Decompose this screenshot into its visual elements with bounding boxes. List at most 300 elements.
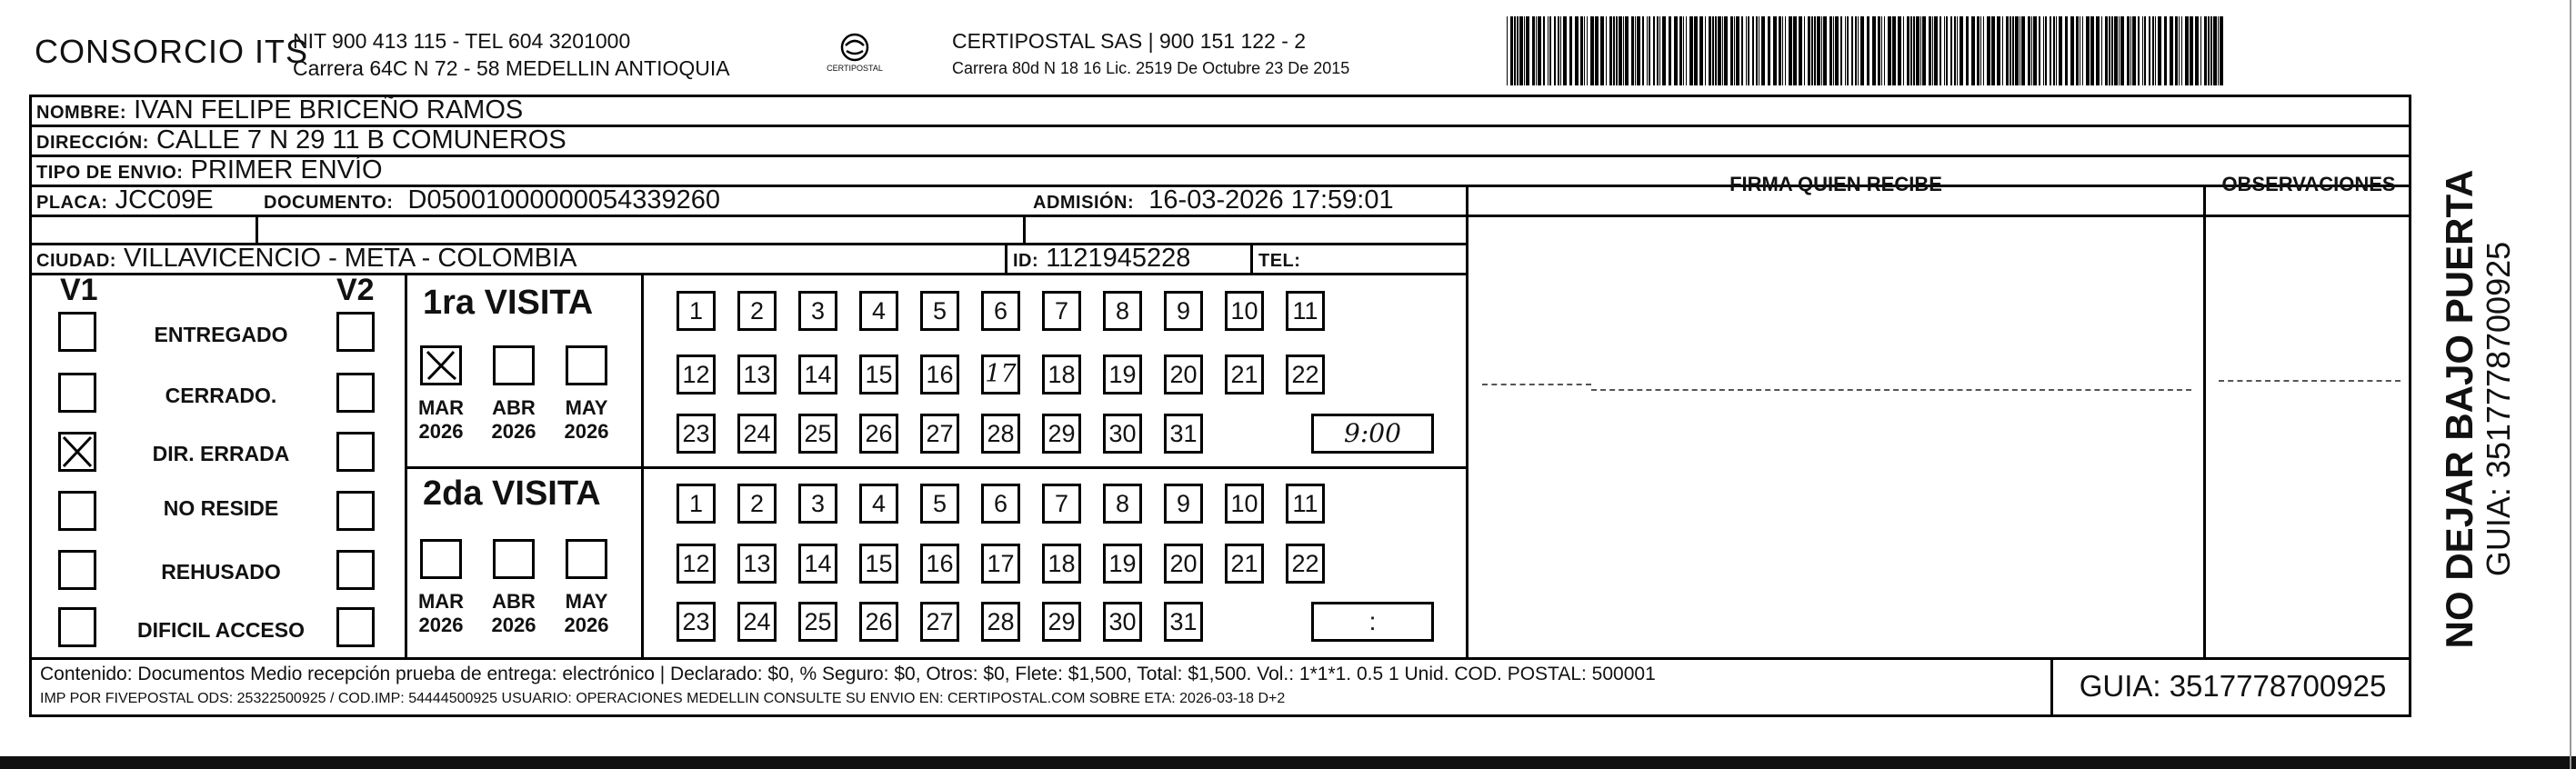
v1-checkbox-rehusado[interactable]: [58, 550, 96, 590]
barcode-bar: [2204, 16, 2207, 85]
barcode-bar: [2114, 16, 2118, 85]
first-visit-day-15[interactable]: 15: [859, 355, 898, 394]
second-visit-day-12[interactable]: 12: [677, 544, 716, 584]
barcode-bar: [1840, 16, 1842, 85]
barcode-bar: [1549, 16, 1551, 85]
barcode-bar: [2096, 16, 2100, 85]
barcode-bar: [2002, 16, 2003, 85]
cell-divider: [1005, 243, 1007, 273]
second-visit-day-22[interactable]: 22: [1286, 544, 1325, 584]
value-id: 1121945228: [1046, 244, 1191, 273]
label-nombre: NOMBRE:: [36, 103, 127, 123]
cell-divider: [1023, 215, 1026, 243]
barcode-bar: [1613, 16, 1615, 85]
barcode-bar: [1950, 16, 1952, 85]
barcode-bar: [1977, 16, 1980, 85]
month-label: MAR 2026: [417, 590, 465, 636]
column-divider: [1466, 185, 1468, 657]
barcode-bar: [2056, 16, 2057, 85]
first-visit-time[interactable]: 9:00: [1311, 414, 1434, 454]
barcode-bar: [1944, 16, 1945, 85]
barcode-bar: [2210, 16, 2212, 85]
second-visit-day-30[interactable]: 30: [1103, 602, 1142, 642]
barcode-bar: [2218, 16, 2219, 85]
barcode-bar: [2179, 16, 2180, 85]
barcode-bar: [1845, 16, 1846, 85]
barcode-bar: [1609, 16, 1612, 85]
barcode-bar: [1746, 16, 1747, 85]
dash-mark: [2219, 380, 2401, 382]
value-tipo-envio: PRIMER ENVÍO: [190, 155, 383, 185]
barcode-bar: [1748, 16, 1749, 85]
barcode-bar: [1756, 16, 1758, 85]
first-visit-day-8[interactable]: 8: [1103, 291, 1142, 331]
barcode-bar: [1940, 16, 1941, 85]
observaciones-header: OBSERVACIONES: [2221, 173, 2396, 195]
second-visit-day-6[interactable]: 6: [981, 484, 1020, 524]
observations-area[interactable]: [2207, 187, 2411, 656]
barcode-bar: [1922, 16, 1926, 85]
first-visit-day-27[interactable]: 27: [920, 414, 959, 454]
second-visit-day-8[interactable]: 8: [1103, 484, 1142, 524]
second-visit-time[interactable]: :: [1311, 602, 1434, 642]
value-placa: JCC09E: [115, 185, 214, 215]
field-placa: [36, 185, 214, 217]
second-visit-day-28[interactable]: 28: [981, 602, 1020, 642]
page-bottom-edge: [0, 756, 2576, 769]
barcode-bar: [2050, 16, 2051, 85]
field-tel: [1258, 244, 1300, 275]
second-visit-day-23[interactable]: 23: [677, 602, 716, 642]
status-dificil-acceso: DIFICIL ACCESO: [136, 618, 305, 642]
column-divider: [2203, 185, 2206, 657]
second-visit-day-27[interactable]: 27: [920, 602, 959, 642]
first-visit-day-4[interactable]: 4: [859, 291, 898, 331]
second-visit-day-24[interactable]: 24: [737, 602, 777, 642]
barcode-bar: [2149, 16, 2150, 85]
barcode-bar: [1517, 16, 1519, 85]
barcode-bar: [1932, 16, 1933, 85]
barcode-bar: [2120, 16, 2124, 85]
barcode-bar: [1811, 16, 1813, 85]
barcode-bar: [1821, 16, 1822, 85]
barcode-bar: [1699, 16, 1703, 85]
company-nit: NIT 900 413 115 - TEL 604 3201000: [293, 29, 631, 53]
barcode-bar: [1903, 16, 1904, 85]
barcode-bar: [1983, 16, 1984, 85]
barcode-bar: [1980, 16, 1981, 85]
second-visit-day-31[interactable]: 31: [1164, 602, 1203, 642]
first-visit-day-26[interactable]: 26: [859, 414, 898, 454]
v1-checkbox-dir-errada[interactable]: [58, 432, 96, 472]
first-visit-month-box-abr[interactable]: [493, 345, 535, 385]
barcode-bar: [2132, 16, 2136, 85]
barcode-bar: [1867, 16, 1869, 85]
second-visit-day-29[interactable]: 29: [1042, 602, 1081, 642]
barcode-bar: [1709, 16, 1711, 85]
barcode-bar: [1686, 16, 1687, 85]
v2-checkbox-dificil-acceso[interactable]: [336, 607, 375, 647]
barcode-bar: [1855, 16, 1857, 85]
barcode-bar: [2010, 16, 2011, 85]
x-mark-icon: [61, 434, 94, 469]
barcode-bar: [1590, 16, 1594, 85]
v2-header: V2: [336, 273, 375, 307]
first-visit-day-14[interactable]: 14: [798, 355, 837, 394]
barcode-bar: [1785, 16, 1786, 85]
barcode-bar: [2119, 16, 2120, 85]
second-visit-day-16[interactable]: 16: [920, 544, 959, 584]
second-visit-month-box-abr[interactable]: [493, 539, 535, 579]
barcode-bar: [1872, 16, 1876, 85]
month-label: MAY 2026: [564, 396, 609, 443]
barcode-bar: [1722, 16, 1723, 85]
v2-checkbox-entregado[interactable]: [336, 312, 375, 352]
barcode-bar: [1548, 16, 1549, 85]
barcode-bar: [1554, 16, 1556, 85]
barcode-bar: [1674, 16, 1678, 85]
logo-text: CERTIPOSTAL: [827, 64, 883, 73]
barcode-bar: [1543, 16, 1545, 85]
barcode-bar: [2043, 16, 2044, 85]
barcode-bar: [1647, 16, 1648, 85]
barcode-bar: [2185, 16, 2189, 85]
barcode-bar: [2208, 16, 2210, 85]
first-visit-day-11[interactable]: 11: [1286, 291, 1325, 331]
barcode-bar: [1679, 16, 1682, 85]
value-ciudad: VILLAVICENCIO - META - COLOMBIA: [124, 244, 577, 273]
barcode-bar: [1584, 16, 1585, 85]
first-visit-day-13[interactable]: 13: [737, 355, 777, 394]
barcode-bar: [2170, 16, 2173, 85]
status-rehusado: REHUSADO: [161, 560, 281, 584]
barcode-bar: [2155, 16, 2156, 85]
barcode-bar: [2105, 16, 2108, 85]
barcode-bar: [1724, 16, 1728, 85]
barcode-bar: [1858, 16, 1859, 85]
barcode-bar: [2175, 16, 2178, 85]
barcode-bar: [2164, 16, 2167, 85]
second-visit-day-18[interactable]: 18: [1042, 544, 1081, 584]
first-visit-day-17[interactable]: 17: [981, 355, 1020, 394]
barcode-bar: [2152, 16, 2154, 85]
first-visit-day-12[interactable]: 12: [677, 355, 716, 394]
barcode-bar: [1532, 16, 1535, 85]
cell-divider: [405, 273, 407, 657]
v2-checkbox-no-reside[interactable]: [336, 491, 375, 531]
x-mark-icon: [423, 348, 459, 383]
barcode-bar: [2059, 16, 2062, 85]
barcode-bar: [1637, 16, 1640, 85]
barcode-bar: [2090, 16, 2094, 85]
label-tipo-envio: TIPO DE ENVIO:: [36, 163, 184, 183]
label-direccion: DIRECCIÓN:: [36, 133, 149, 153]
v2-checkbox-cerrado[interactable]: [336, 373, 375, 413]
second-visit-day-9[interactable]: 9: [1164, 484, 1203, 524]
barcode-bar: [1659, 16, 1660, 85]
signature-area[interactable]: [1469, 187, 2202, 656]
second-visit-day-25[interactable]: 25: [798, 602, 837, 642]
v1-checkbox-entregado[interactable]: [58, 312, 96, 352]
first-visit-day-3[interactable]: 3: [798, 291, 837, 331]
cell-divider: [641, 273, 644, 657]
second-visit-day-20[interactable]: 20: [1164, 544, 1203, 584]
barcode-bar: [1600, 16, 1604, 85]
barcode-bar: [1892, 16, 1896, 85]
barcode-bar: [1683, 16, 1684, 85]
barcode-bar: [1736, 16, 1739, 85]
label-documento: DOCUMENTO:: [264, 193, 394, 213]
barcode-bar: [1929, 16, 1931, 85]
barcode-bar: [1536, 16, 1537, 85]
barcode-bar: [1761, 16, 1765, 85]
barcode-bar: [1519, 16, 1523, 85]
label-placa: PLACA:: [36, 193, 108, 213]
barcode-bar: [2021, 16, 2025, 85]
barcode-bar: [1789, 16, 1792, 85]
barcode-bar: [2012, 16, 2014, 85]
barcode-bar: [1526, 16, 1529, 85]
barcode-bar: [2053, 16, 2055, 85]
carrier-info: [952, 27, 1349, 82]
barcode-bar: [2082, 16, 2083, 85]
barcode-bar: [1971, 16, 1975, 85]
barcode-bar: [1689, 16, 1693, 85]
second-visit-day-4[interactable]: 4: [859, 484, 898, 524]
page-right-edge: [2570, 0, 2571, 769]
second-visit-day-3[interactable]: 3: [798, 484, 837, 524]
company-address: Carrera 64C N 72 - 58 MEDELLIN ANTIOQUIA: [293, 56, 730, 80]
second-visit-month-box-mar[interactable]: [420, 539, 462, 579]
barcode-bar: [1662, 16, 1666, 85]
barcode-bar: [2195, 16, 2199, 85]
status-cerrado: CERRADO.: [165, 384, 277, 407]
barcode-bar: [1606, 16, 1607, 85]
barcode-bar: [2130, 16, 2131, 85]
barcode-bar: [1804, 16, 1805, 85]
v1-checkbox-dificil-acceso[interactable]: [58, 607, 96, 647]
first-visit-day-19[interactable]: 19: [1103, 355, 1142, 394]
barcode-bar: [1694, 16, 1698, 85]
footer-print-info: IMP POR FIVEPOSTAL ODS: 25322500925 / COD.IMP: 54444500925 USUARIO: OPERACIONES MEDELLIN CONSULTE SU ENVIO EN: CERTIPOSTAL.COM SOBRE ETA: 2026-03-18 D+2: [40, 691, 1286, 706]
second-visit-day-26[interactable]: 26: [859, 602, 898, 642]
first-visit-day-23[interactable]: 23: [677, 414, 716, 454]
barcode-bar: [1793, 16, 1797, 85]
barcode-bar: [1635, 16, 1636, 85]
barcode-bar: [1560, 16, 1561, 85]
first-visit-day-24[interactable]: 24: [737, 414, 777, 454]
value-direccion: CALLE 7 N 29 11 B COMUNEROS: [155, 125, 566, 155]
barcode-bar: [1657, 16, 1659, 85]
second-visit-day-13[interactable]: 13: [737, 544, 777, 584]
barcode-bar: [2138, 16, 2140, 85]
barcode-bar: [1524, 16, 1525, 85]
status-dir-errada: DIR. ERRADA: [152, 442, 290, 465]
barcode-bar: [1966, 16, 1969, 85]
cell-divider: [256, 215, 258, 243]
field-documento: [264, 185, 720, 217]
first-visit-day-16[interactable]: 16: [920, 355, 959, 394]
barcode-bar: [2031, 16, 2032, 85]
barcode-bar: [1653, 16, 1655, 85]
barcode-bar: [1997, 16, 2000, 85]
barcode-bar: [1954, 16, 1956, 85]
v1-checkbox-cerrado[interactable]: [58, 373, 96, 413]
field-direccion: [36, 125, 566, 157]
barcode-bar: [1860, 16, 1864, 85]
month-label: ABR 2026: [491, 396, 536, 443]
barcode-bar: [1649, 16, 1650, 85]
first-visit-day-31[interactable]: 31: [1164, 414, 1203, 454]
barcode-bar: [2086, 16, 2090, 85]
barcode-bar: [1510, 16, 1513, 85]
value-documento: D05001000000054339260: [407, 185, 721, 215]
visit-divider: [405, 466, 1466, 469]
barcode-bar: [1625, 16, 1629, 85]
barcode-bar: [2158, 16, 2161, 85]
second-visit-day-11[interactable]: 11: [1286, 484, 1325, 524]
barcode-bar: [1669, 16, 1671, 85]
first-visit-day-21[interactable]: 21: [1225, 355, 1264, 394]
barcode-bar: [1575, 16, 1579, 85]
barcode-bar: [2127, 16, 2130, 85]
first-visit-month-box-may[interactable]: [566, 345, 607, 385]
barcode-bar: [2109, 16, 2110, 85]
first-visit-day-5[interactable]: 5: [920, 291, 959, 331]
barcode-bar: [1799, 16, 1802, 85]
barcode-bar: [1734, 16, 1735, 85]
barcode-bar: [1507, 16, 1508, 85]
barcode-bar: [1835, 16, 1839, 85]
first-visit-day-1[interactable]: 1: [677, 291, 716, 331]
first-visit-day-28[interactable]: 28: [981, 414, 1020, 454]
barcode-bar: [2144, 16, 2146, 85]
field-admision: [1033, 185, 1394, 217]
certipostal-logo-icon: [818, 29, 891, 84]
barcode-bar: [2065, 16, 2068, 85]
label-tel: TEL:: [1258, 251, 1301, 271]
barcode-bar: [1817, 16, 1820, 85]
month-label: ABR 2026: [491, 590, 536, 636]
second-visit-day-21[interactable]: 21: [1225, 544, 1264, 584]
v1-header: V1: [60, 273, 98, 307]
first-visit-month-box-mar[interactable]: [420, 345, 462, 385]
barcode-bar: [1782, 16, 1783, 85]
v2-checkbox-rehusado[interactable]: [336, 550, 375, 590]
barcode-bar: [1991, 16, 1995, 85]
barcode-bar: [1631, 16, 1634, 85]
first-visit-day-6[interactable]: 6: [981, 291, 1020, 331]
barcode-bar: [1913, 16, 1915, 85]
barcode-bar: [2213, 16, 2217, 85]
company-info: [293, 27, 730, 82]
barcode-bar: [2220, 16, 2223, 85]
second-visit-day-14[interactable]: 14: [798, 544, 837, 584]
barcode-bar: [1898, 16, 1901, 85]
barcode-bar: [1823, 16, 1827, 85]
second-visit-day-10[interactable]: 10: [1225, 484, 1264, 524]
first-visit-day-20[interactable]: 20: [1164, 355, 1203, 394]
barcode-bar: [1514, 16, 1516, 85]
barcode-bar: [1752, 16, 1754, 85]
second-visit-day-15[interactable]: 15: [859, 544, 898, 584]
first-visit-day-29[interactable]: 29: [1042, 414, 1081, 454]
first-visit-day-7[interactable]: 7: [1042, 291, 1081, 331]
second-visit-day-1[interactable]: 1: [677, 484, 716, 524]
carrier-name: CERTIPOSTAL SAS | 900 151 122 - 2: [952, 29, 1307, 53]
barcode-bar: [1907, 16, 1909, 85]
second-visit-day-7[interactable]: 7: [1042, 484, 1081, 524]
first-visit-day-22[interactable]: 22: [1286, 355, 1325, 394]
barcode-bar: [1934, 16, 1938, 85]
barcode-bar: [1712, 16, 1714, 85]
barcode-bar: [2200, 16, 2201, 85]
second-visit-day-5[interactable]: 5: [920, 484, 959, 524]
barcode-bar: [2142, 16, 2143, 85]
first-visit-day-18[interactable]: 18: [1042, 355, 1081, 394]
barcode-bar: [1881, 16, 1882, 85]
field-ciudad: [36, 244, 576, 275]
second-visit-day-19[interactable]: 19: [1103, 544, 1142, 584]
side-notice-text: NO DEJAR BAJO PUERTA: [2438, 169, 2481, 649]
second-visit-day-17[interactable]: 17: [981, 544, 1020, 584]
dash-mark: [1591, 389, 2191, 391]
second-visit-month-box-may[interactable]: [566, 539, 607, 579]
barcode-bar: [2076, 16, 2079, 85]
barcode-bar: [1957, 16, 1958, 85]
v2-checkbox-dir-errada[interactable]: [336, 432, 375, 472]
second-visit-title: 2da VISITA: [423, 474, 601, 513]
barcode-bar: [1916, 16, 1919, 85]
status-entregado: ENTREGADO: [154, 323, 288, 346]
footer-contents: Contenido: Documentos Medio recepción prueba de entrega: electrónico | Declarado: $0, % Seguro: $0, Otros: $0, Flete: $1,500, Total: $1,500. Vol.: 1*1*1. 0.5 1 Unid. COD. POSTAL: 500001: [40, 664, 1656, 684]
first-visit-day-30[interactable]: 30: [1103, 414, 1142, 454]
first-visit-day-9[interactable]: 9: [1164, 291, 1203, 331]
barcode-bar: [1768, 16, 1770, 85]
barcode-bar: [1808, 16, 1810, 85]
month-label: MAY 2026: [564, 590, 609, 636]
side-notice: [2439, 170, 2517, 649]
v1-checkbox-no-reside[interactable]: [58, 491, 96, 531]
side-guia-text: GUIA: 3517778700925: [2480, 241, 2517, 577]
first-visit-day-2[interactable]: 2: [737, 291, 777, 331]
status-no-reside: NO RESIDE: [163, 496, 279, 520]
barcode-bar: [1779, 16, 1781, 85]
barcode-bar: [1623, 16, 1624, 85]
barcode-bar: [1851, 16, 1853, 85]
barcode-bar: [1920, 16, 1921, 85]
barcode-bar: [2045, 16, 2047, 85]
barcode-bar: [1595, 16, 1599, 85]
second-visit-day-2[interactable]: 2: [737, 484, 777, 524]
barcode-bar: [1569, 16, 1572, 85]
label-admision: ADMISIÓN:: [1033, 193, 1135, 213]
first-visit-title: 1ra VISITA: [423, 284, 594, 322]
barcode-bar: [1718, 16, 1721, 85]
carrier-license: Carrera 80d N 18 16 Lic. 2519 De Octubre 23 De 2015: [952, 59, 1350, 77]
firma-header: FIRMA QUIEN RECIBE: [1729, 173, 1942, 195]
barcode-bar: [1878, 16, 1880, 85]
barcode-bar: [1829, 16, 1832, 85]
barcode-bar: [1833, 16, 1834, 85]
barcode-bar: [1616, 16, 1618, 85]
first-visit-day-10[interactable]: 10: [1225, 291, 1264, 331]
first-visit-day-25[interactable]: 25: [798, 414, 837, 454]
barcode-bar: [2190, 16, 2193, 85]
barcode-bar: [1715, 16, 1717, 85]
field-nombre: [36, 95, 523, 127]
barcode-bar: [2039, 16, 2040, 85]
